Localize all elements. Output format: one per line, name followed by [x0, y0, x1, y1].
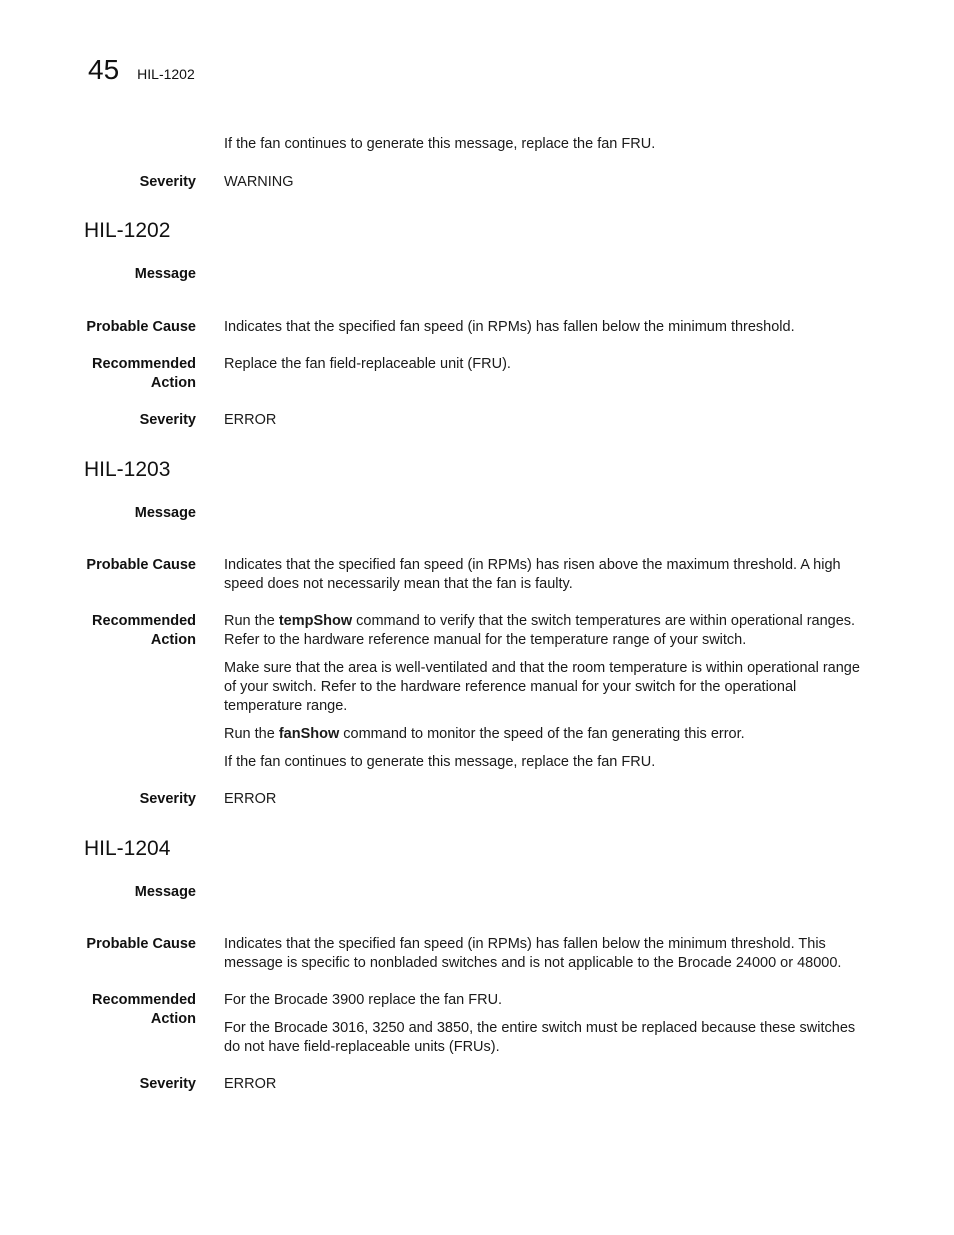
severity-value: ERROR — [224, 791, 277, 807]
action-paragraph: Run the tempShow command to verify that the switch temperatures are within operational ranges. Refer to the hardware reference manual for the temperature range of your switch. — [224, 613, 856, 648]
recommended-action-label: Recommended Action — [92, 356, 196, 391]
action-paragraph: For the Brocade 3900 replace the fan FRU. — [224, 992, 503, 1008]
severity-value: ERROR — [224, 1076, 277, 1092]
severity-value: ERROR — [224, 412, 277, 428]
probable-cause-text: Indicates that the specified fan speed (in RPMs) has fallen below the minimum threshold. — [224, 319, 795, 335]
severity-label: Severity — [139, 1076, 196, 1092]
action-paragraph: Run the fanShow command to monitor the speed of the fan generating this error. — [224, 726, 745, 742]
page-header — [88, 54, 195, 86]
recommended-action-text — [224, 991, 874, 1066]
section-title-hil-1202: HIL-1202 — [84, 219, 171, 242]
severity-label: Severity — [139, 174, 196, 190]
continuation-text: If the fan continues to generate this message, replace the fan FRU. — [224, 136, 656, 152]
message-label: Message — [134, 884, 196, 900]
chapter-number: 45 — [88, 54, 120, 85]
running-head: HIL-1202 — [137, 66, 195, 82]
recommended-action-label: Recommended Action — [92, 613, 196, 648]
probable-cause-text: Indicates that the specified fan speed (in RPMs) has risen above the maximum threshold. A high speed does not necessarily mean that the fan is faulty. — [224, 557, 841, 592]
recommended-action-text — [224, 612, 874, 781]
severity-label: Severity — [139, 412, 196, 428]
recommended-action-label: Recommended Action — [92, 992, 196, 1027]
section-title-hil-1203: HIL-1203 — [84, 458, 171, 481]
action-paragraph: For the Brocade 3016, 3250 and 3850, the entire switch must be replaced because these switches do not have field-replaceable units (FRUs). — [224, 1020, 856, 1055]
severity-value: WARNING — [224, 174, 294, 190]
message-label: Message — [134, 266, 196, 282]
section-title-hil-1204: HIL-1204 — [84, 837, 171, 860]
recommended-action-text: Replace the fan field-replaceable unit (FRU). — [224, 356, 511, 372]
probable-cause-label: Probable Cause — [86, 319, 196, 335]
probable-cause-label: Probable Cause — [86, 936, 196, 952]
severity-label: Severity — [139, 791, 196, 807]
action-paragraph: Make sure that the area is well-ventilated and that the room temperature is within operational range of your switch. Refer to the hardware reference manual for your switch for the operational temperature range. — [224, 660, 860, 714]
probable-cause-label: Probable Cause — [86, 557, 196, 573]
action-paragraph: If the fan continues to generate this message, replace the fan FRU. — [224, 754, 656, 770]
probable-cause-text: Indicates that the specified fan speed (in RPMs) has fallen below the minimum threshold. This message is specific to nonbladed switches and is not applicable to the Brocade 24000 or 48000. — [224, 936, 842, 971]
command-tempshow: tempShow — [278, 613, 353, 629]
command-fanshow: fanShow — [278, 726, 340, 742]
message-label: Message — [134, 505, 196, 521]
